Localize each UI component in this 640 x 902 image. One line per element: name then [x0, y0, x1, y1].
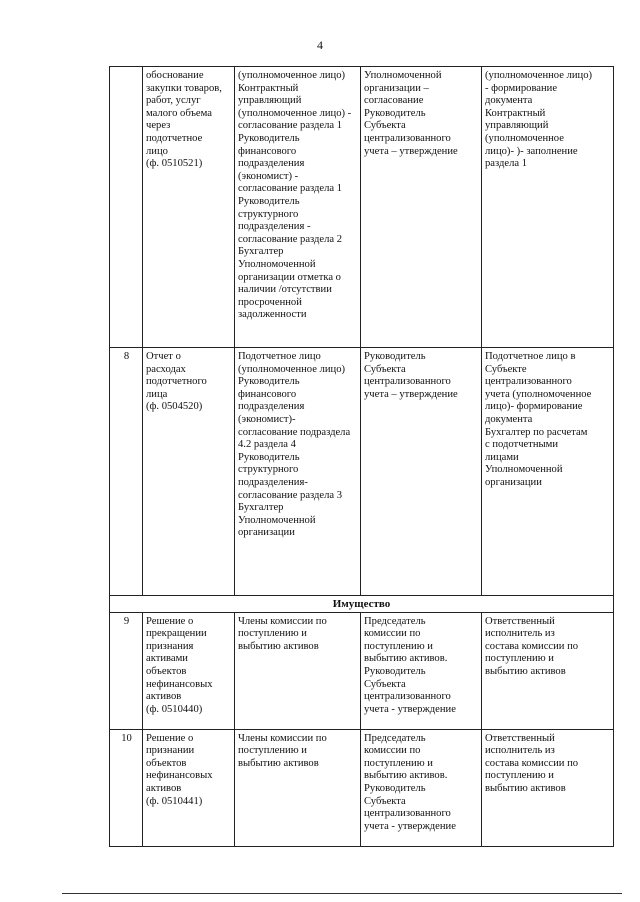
- row-number: 8: [110, 348, 143, 596]
- document-name-cell: обоснование закупки товаров, работ, услуг малого объема через подотчетное лицо (ф. 0510521): [143, 67, 235, 348]
- document-name-cell: Решение о прекращении признания активами объектов нефинансовых активов (ф. 0510440): [143, 612, 235, 729]
- approval-cell: Подотчетное лицо (уполномоченное лицо) Руководитель финансового подразделения (экономист)- согласование подраздела 4.2 раздела 4 Руководитель структурного подразделения- согласование раздела 3 Бухгалтер Уполномоченной организации: [235, 348, 361, 596]
- page-number: 4: [317, 38, 323, 52]
- signature-cell: Председатель комиссии по поступлению и выбытию активов. Руководитель Субъекта централизованного учета - утверждение: [361, 729, 482, 846]
- footer-rule: [62, 893, 622, 894]
- approval-cell: Члены комиссии по поступлению и выбытию активов: [235, 612, 361, 729]
- formation-cell: Ответственный исполнитель из состава комиссии по поступлению и выбытию активов: [482, 729, 614, 846]
- row-number: [110, 67, 143, 348]
- table-row: [110, 612, 614, 729]
- table-row: [110, 348, 614, 596]
- formation-cell: (уполномоченное лицо) - формирование документа Контрактный управляющий (уполномоченное лицо)- )- заполнение раздела 1: [482, 67, 614, 348]
- approval-cell: (уполномоченное лицо) Контрактный управляющий (уполномоченное лицо) - согласование раздела 1 Руководитель финансового подразделения (экономист) - согласование раздела 1 Руководитель структурного подразделения - согласование раздела 2 Бухгалтер Уполномоченной организации отметка о наличии /отсутствии просроченной задолженности: [235, 67, 361, 348]
- section-header-row: [110, 596, 614, 613]
- formation-cell: Подотчетное лицо в Субъекте централизованного учета (уполномоченное лицо)- формирование документа Бухгалтер по расчетам с подотчетными лицами Уполномоченной организации: [482, 348, 614, 596]
- signature-cell: Уполномоченной организации – согласование Руководитель Субъекта централизованного учета – утверждение: [361, 67, 482, 348]
- signature-cell: Председатель комиссии по поступлению и выбытию активов. Руководитель Субъекта централизованного учета - утверждение: [361, 612, 482, 729]
- formation-cell: Ответственный исполнитель из состава комиссии по поступлению и выбытию активов: [482, 612, 614, 729]
- row-number: 10: [110, 729, 143, 846]
- section-title: Имущество: [110, 596, 614, 613]
- row-number: 9: [110, 612, 143, 729]
- signature-cell: Руководитель Субъекта централизованного учета – утверждение: [361, 348, 482, 596]
- document-name-cell: Решение о признании объектов нефинансовых активов (ф. 0510441): [143, 729, 235, 846]
- approval-cell: Члены комиссии по поступлению и выбытию активов: [235, 729, 361, 846]
- table-row: [110, 67, 614, 348]
- document-table: [109, 66, 614, 847]
- document-name-cell: Отчет о расходах подотчетного лица (ф. 0504520): [143, 348, 235, 596]
- table-row: [110, 729, 614, 846]
